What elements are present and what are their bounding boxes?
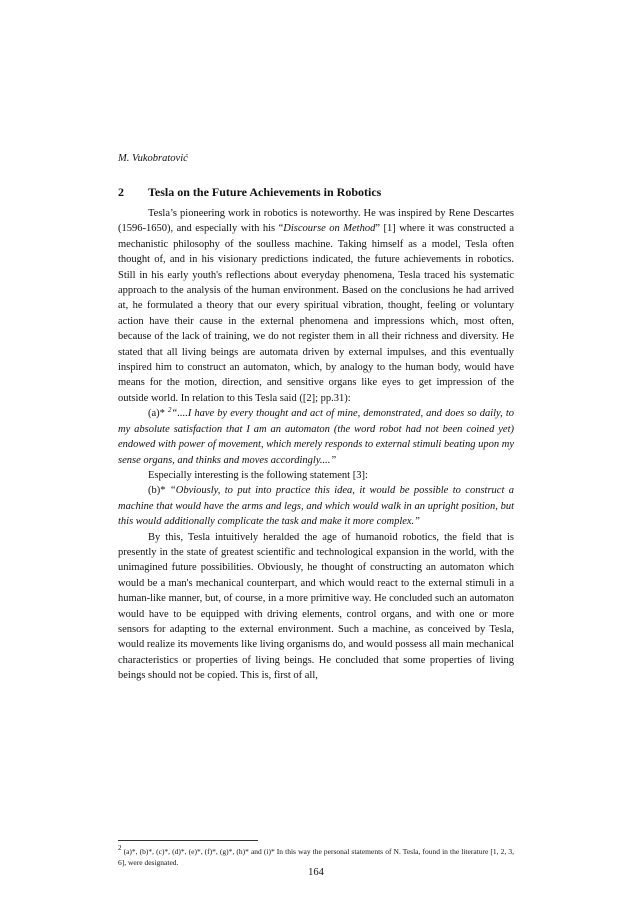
section-heading	[118, 185, 381, 200]
quote-a-label: (a)*	[148, 408, 165, 420]
section-number: 2	[118, 185, 124, 199]
paragraph-1	[118, 206, 514, 406]
quote-b-text: “Obviously, to put into practice this idea, it would be possible to construct a machine that would have the arms and legs, and which would walk in an upright position, but this would additionally complicate the task and make it more complex.”	[118, 485, 515, 528]
quote-a	[118, 406, 514, 468]
book-title: Discourse on Method	[283, 223, 376, 235]
running-header: M. Vukobratović	[118, 153, 188, 164]
quote-a-text: “....I have by every thought and act of mine, demonstrated, and does so daily, to my absolute satisfaction that I am an automaton (the word robot had not been coined yet) endowed with power of movement, which merely responds to external stimuli beating upon my sense organs, and thinks and moves accordingly....”	[118, 408, 514, 466]
paragraph-2: Especially interesting is the following statement [3]:	[148, 469, 368, 481]
footnote-rule	[118, 840, 258, 841]
footnote-text: (a)*, (b)*, (c)*, (d)*, (e)*, (f)*, (g)*, (h)* and (i)* In this way the personal statements of N. Tesla, found in the literature [1, 2, 3, 6], were designated.	[118, 847, 514, 867]
paragraph-1-rest: ” [1] where it was constructed a mechanistic philosophy of the soulless machine. Taking himself as a model, Tesla often thought of, and in his visionary predictions indicated, the future achievements in robotics. Still in his early youth's reflections about everyday phenomena, Tesla traced his systematic approach to the analysis of the human environment. Based on the conclusions he had arrived at, he formulated a theory that our every spiritual vibration, thought, feeling or voluntary action have their cause in the external phenomena and impressions which, most often, because of the lack of training, we do not register them in all their richness and diversity. He stated that all living beings are automata driven by external impulses, and this eventually inspired him to construct an automaton, which, by analogy to the human body, would have means for the motion, direction, and sensitive organs like eyes to get impression of the outside world. In relation to this Tesla said ([2]; pp.31):	[118, 223, 515, 404]
quote-b	[118, 483, 514, 529]
footnote	[118, 846, 514, 868]
footnote-mark: 2	[118, 844, 122, 852]
section-title: Tesla on the Future Achievements in Robotics	[148, 185, 382, 199]
paragraph-1-text: Tesla’s pioneering work in robotics is noteworthy. He was inspired by Rene Descartes (1596-1650), and especially with his “	[118, 208, 514, 235]
quote-b-label: (b)*	[148, 485, 166, 497]
footnote-ref: 2	[167, 406, 172, 415]
body-text	[118, 206, 514, 684]
page-number: 164	[308, 867, 324, 878]
paragraph-3: By this, Tesla intuitively heralded the age of humanoid robotics, the field that is presently in the state of greatest scientific and technological expansion in the world, with the unimagined future possibilities. Obviously, he thought of constructing an automaton which would be a man's mechanical counterpart, and which would react to the external stimuli in a human-like manner, but, of course, in a more primitive way. He concluded such an automaton would have to be equipped with driving elements, control organs, and with one or more sensors for adapting to the external environment. Such a machine, as conceived by Tesla, would realize its movements like living organisms do, and would possess all main mechanical characteristics or properties of living beings. He concluded that some properties of living beings should not be copied. This is, first of all,	[118, 531, 514, 682]
